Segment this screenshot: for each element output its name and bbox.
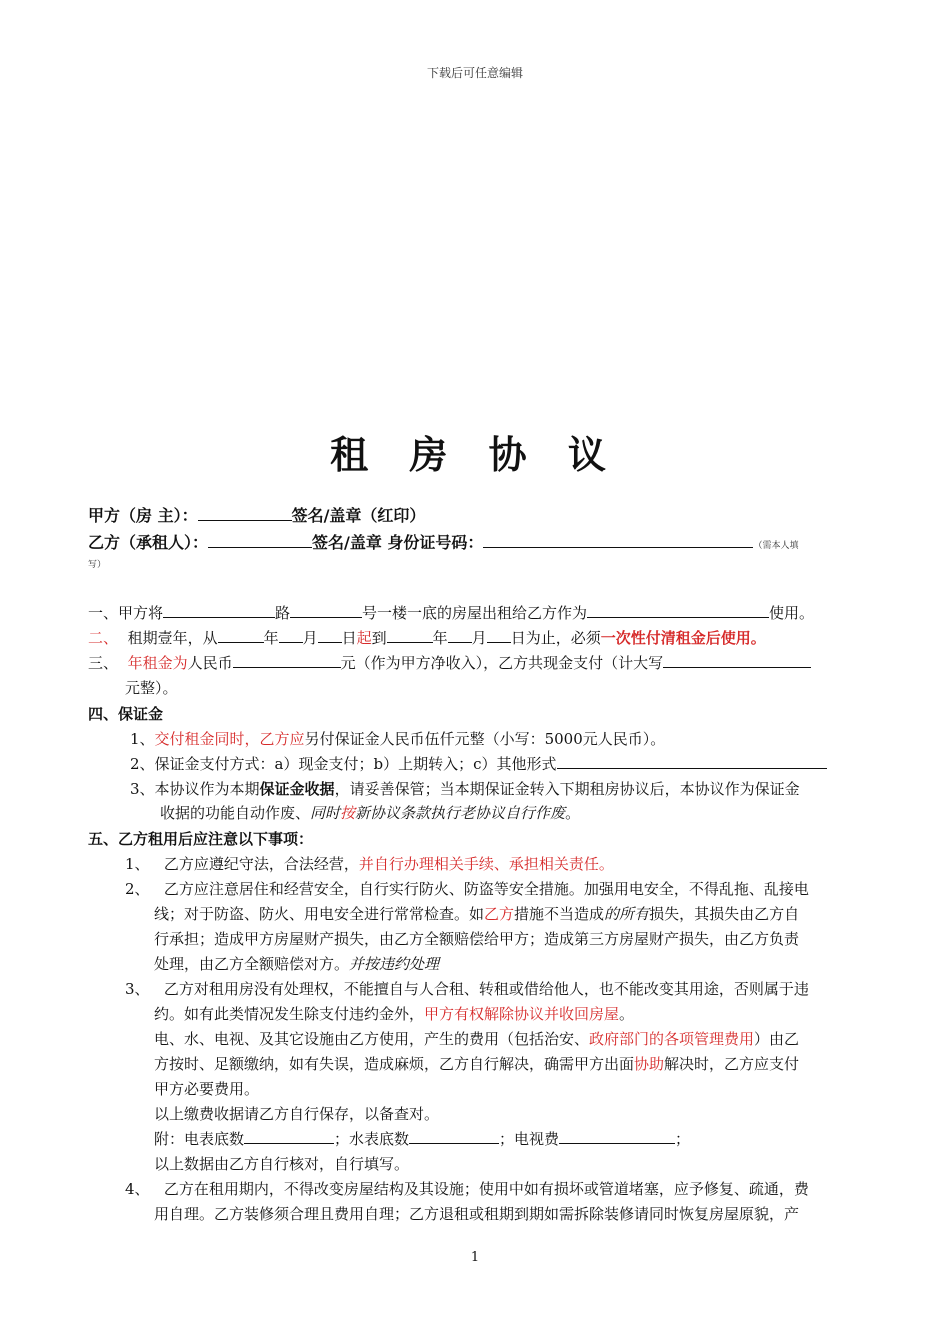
- c5-i1-number: 1、: [125, 855, 150, 873]
- clause-5-item-4: [125, 1179, 809, 1199]
- clause-1-text-a: 一、甲方将: [88, 604, 164, 622]
- clause-5-item-2-line-4: [154, 954, 439, 974]
- electric-meter-label: 附：电表底数: [154, 1130, 245, 1148]
- clause-5-heading: 五、乙方租用后应注意以下事项：: [88, 830, 314, 848]
- clause-5-item-2-line-3: 行承担；造成甲方房屋财产损失，由乙方全额赔偿给甲方；造成第三方房屋财产损失，由乙方负责: [154, 930, 800, 948]
- party-b-label: 乙方（承租人）：: [88, 533, 209, 552]
- c4-i2-text: 2、保证金支付方式：a）现金支付；b）上期转入；c）其他形式: [130, 755, 557, 773]
- c5-i2-number: 2、: [125, 880, 150, 898]
- end-year-label: 年: [432, 629, 448, 647]
- p2-b: 解决时，乙方应支付: [664, 1055, 800, 1073]
- qi-label: 起: [356, 629, 372, 647]
- party-b-sign-label: 签名/盖章 身份证号码：: [312, 533, 484, 552]
- clause-4-heading: 四、保证金: [88, 705, 164, 723]
- c4-i3-bold: 保证金收据: [259, 780, 335, 798]
- number-blank: [290, 603, 362, 618]
- clause-5-item-4-line-2: 用自理。乙方装修须合理且费用自理；乙方退租或租期到期如需拆除装修请同时恢复房屋原貌，产: [154, 1205, 800, 1223]
- clause-1-text-b: 路: [275, 604, 291, 622]
- clause-5-item-2-line-2: [154, 904, 799, 924]
- p1-red: 政府部门的各项管理费用: [589, 1030, 755, 1048]
- c4-i3-end: 。: [565, 804, 581, 822]
- c5-i1-emphasis: 并自行办理相关手续、承担相关责任。: [358, 855, 614, 873]
- clause-4-item-2: [130, 754, 827, 774]
- meter-readings: [154, 1129, 690, 1149]
- end-month-label: 月: [471, 629, 487, 647]
- utilities-para-line-3: 甲方必要费用。: [154, 1080, 260, 1098]
- c5-i2-l2-red: 乙方: [484, 905, 515, 923]
- c5-i3-l2-a: 约。如有此类情况发生除支付违约金外，: [154, 1005, 425, 1023]
- tv-fee-blank: [559, 1129, 675, 1144]
- c5-i3-l2-red: 甲方有权解除协议并收回房屋: [424, 1005, 620, 1023]
- c4-i1-number: 1、: [130, 730, 155, 748]
- clause-5-item-3-line-2: [154, 1004, 634, 1024]
- clause-3-emphasis: 年租金为: [127, 654, 188, 672]
- c5-i2-l2-c: 损失，其损失由乙方自: [649, 905, 800, 923]
- party-a-line: [88, 503, 425, 526]
- c4-i3-text-b: ，请妥善保管；当本期保证金转入下期租房协议后，本协议作为保证金: [334, 780, 800, 798]
- clause-4-item-3: [130, 779, 800, 799]
- start-day-blank: [318, 628, 342, 643]
- usage-blank: [587, 603, 769, 618]
- party-a-sign-label: 签名/盖章（红印）: [291, 506, 426, 525]
- rent-words-blank: [663, 653, 811, 668]
- p2-red: 协助: [634, 1055, 665, 1073]
- clause-2-emphasis: 一次性付清租金后使用。: [600, 629, 766, 647]
- c5-i2-l2-a: 线；对于防盗、防火、用电安全进行常常检查。如: [154, 905, 485, 923]
- end-month-blank: [448, 628, 472, 643]
- clause-3-number: 三、: [88, 654, 119, 672]
- c5-i4-number: 4、: [125, 1180, 150, 1198]
- c4-i3-italic-1: 同时: [310, 804, 341, 822]
- c5-i2-l4-a: 处理，由乙方全额赔偿对方。: [154, 955, 350, 973]
- p2-a: 方按时、足额缴纳，如有失误，造成麻烦，乙方自行解决，确需甲方出面: [154, 1055, 635, 1073]
- to-label: 到: [371, 629, 387, 647]
- party-b-name-blank: [208, 533, 312, 548]
- clause-3-cont: 元整）。: [125, 679, 178, 697]
- c4-i3-italic-2: 新协议条款执行老协议自行作废: [355, 804, 566, 822]
- receipt-note: 以上缴费收据请乙方自行保存，以备查对。: [154, 1105, 440, 1123]
- c5-i2-line-1: 乙方应注意居住和经营安全，自行实行防火、防盗等安全措施。加强用电安全，不得乱拖、乱接电: [163, 880, 809, 898]
- year-label: 年: [263, 629, 279, 647]
- clause-1-text-c: 号一楼一底的房屋出租给乙方作为: [362, 604, 588, 622]
- clause-5-item-3: [125, 979, 809, 999]
- payment-other-blank: [557, 754, 827, 769]
- party-b-note: （需本人填: [753, 541, 799, 551]
- clause-2-text-a: 租期壹年，从: [127, 629, 218, 647]
- start-year-blank: [218, 628, 264, 643]
- utilities-para-line-1: [154, 1029, 799, 1049]
- c4-i3-text-c: 收据的功能自动作废、: [160, 804, 311, 822]
- month-label: 月: [302, 629, 318, 647]
- party-a-name-blank: [198, 506, 292, 521]
- end-year-blank: [387, 628, 433, 643]
- c4-i3-text-a: 3、本协议作为本期: [130, 780, 260, 798]
- start-month-blank: [279, 628, 303, 643]
- party-b-line: [88, 530, 798, 553]
- party-a-label: 甲方（房 主）：: [88, 506, 198, 525]
- day-label: 日: [341, 629, 357, 647]
- clause-2: [88, 628, 766, 648]
- clause-5-item-1: [125, 854, 614, 874]
- p1-a: 电、水、电视、及其它设施由乙方使用，产生的费用（包括治安、: [154, 1030, 590, 1048]
- utilities-para-line-2: [154, 1054, 799, 1074]
- clause-1-text-d: 使用。: [769, 604, 815, 622]
- clause-3-text-b: 元（作为甲方净收入），乙方共现金支付（计大写: [340, 654, 664, 672]
- c5-i1-text: 乙方应遵纪守法，合法经营，: [163, 855, 359, 873]
- end-day-blank: [487, 628, 511, 643]
- road-blank: [163, 603, 275, 618]
- clause-4-item-1: [130, 729, 665, 749]
- clause-2-number: 二、: [88, 629, 119, 647]
- clause-5-item-2: [125, 879, 809, 899]
- c5-i2-l4-italic: 并按违约处理: [349, 955, 440, 973]
- c4-i1-text: 另付保证金人民币伍仟元整（小写：5000元人民币）。: [304, 730, 666, 748]
- data-check-note: 以上数据由乙方自行核对，自行填写。: [154, 1155, 410, 1173]
- clause-2-text-end: 日为止，必须: [510, 629, 601, 647]
- p1-b: ）由乙: [754, 1030, 800, 1048]
- id-number-blank: [483, 533, 753, 548]
- c5-i3-line-1: 乙方对租用房没有处理权，不能擅自与人合租、转租或借给他人，也不能改变其用途，否则属于违: [163, 980, 809, 998]
- header-note: 下载后可任意编辑: [426, 66, 523, 80]
- c5-i2-l2-italic: 的所有: [604, 905, 650, 923]
- c5-i3-l2-b: 。: [619, 1005, 635, 1023]
- water-meter-blank: [409, 1129, 499, 1144]
- clause-3-text-a: 人民币: [187, 654, 233, 672]
- clause-4-item-3-cont: [160, 803, 580, 823]
- page-number: 1: [470, 1250, 480, 1265]
- c5-i3-number: 3、: [125, 980, 150, 998]
- c4-i1-emphasis: 交付租金同时，乙方应: [154, 730, 305, 748]
- c4-i3-red: 按: [340, 804, 356, 822]
- electric-meter-blank: [244, 1129, 334, 1144]
- party-b-note-cont: 写）: [88, 560, 107, 570]
- tv-fee-label: ；电视费: [499, 1130, 560, 1148]
- c5-i4-line-1: 乙方在租用期内，不得改变房屋结构及其设施；使用中如有损坏或管道堵塞，应予修复、疏通，费: [163, 1180, 809, 1198]
- meter-end: ；: [675, 1130, 691, 1148]
- document-title: 租 房 协 议: [330, 433, 620, 477]
- water-meter-label: ；水表底数: [334, 1130, 410, 1148]
- rent-amount-blank: [233, 653, 341, 668]
- clause-1: [88, 603, 814, 623]
- c5-i2-l2-b: 措施不当造成: [514, 905, 605, 923]
- clause-3: [88, 653, 811, 673]
